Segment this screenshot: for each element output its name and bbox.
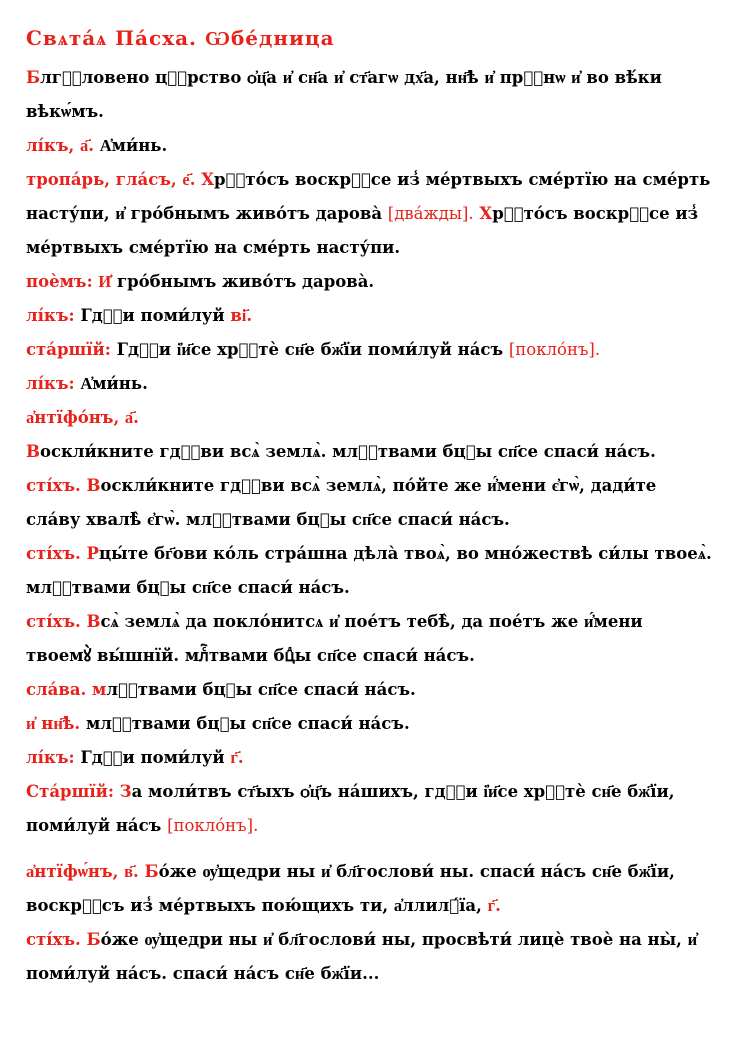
rubric-text: г҃. xyxy=(487,896,501,915)
rubric-text: поѐмъ: xyxy=(26,272,99,291)
rubric-text: тропа́рь, гла́съ, е҃. xyxy=(26,170,202,189)
text-paragraph xyxy=(26,469,712,537)
rubric-text: г҃. xyxy=(230,748,244,767)
text-paragraph xyxy=(26,923,712,991)
rubric-text: Б xyxy=(26,68,41,87)
rubric-text: [покло́нъ]. xyxy=(167,816,259,835)
text-paragraph xyxy=(26,299,712,333)
text-paragraph xyxy=(26,537,712,605)
body-text: сѧ̀ землѧ̀ да покло́нитсѧ и҆ пое́тъ тебѣ̀, да пое́тъ же и҆́мени твоемꙋ̀ вы́шнїй. млⷭ҇твами бцⷣы сп҃се спаси́ на́съ. xyxy=(26,612,643,665)
rubric-text: Б xyxy=(86,930,101,949)
rubric-text: Б xyxy=(144,862,159,881)
body-text: рⷭ҇то́съ воскрⷭ҇се из̾ ме́ртвыхъ сме́ртїю на сме́рть насту́пи, и҆ гро́бнымъ живо́тъ дарова̀ xyxy=(26,170,711,223)
rubric-text: И҆ xyxy=(98,272,112,291)
text-paragraph xyxy=(26,367,712,401)
rubric-text: [два́жды]. xyxy=(387,204,474,223)
rubric-text: Х xyxy=(473,204,493,223)
text-paragraph xyxy=(26,129,712,163)
text-paragraph xyxy=(26,855,712,923)
rubric-text: лі́къ: xyxy=(26,306,81,325)
rubric-text: сті́хъ. xyxy=(26,476,87,495)
body-text: рⷭ҇то́съ воскрⷭ҇се из̾ ме́ртвыхъ сме́ртїю на сме́рть насту́пи. xyxy=(26,204,699,257)
body-text: Гдⷭ҇и поми́луй xyxy=(80,306,231,325)
text-paragraph xyxy=(26,163,712,265)
rubric-text: В xyxy=(86,476,101,495)
text-paragraph xyxy=(26,707,712,741)
rubric-text: а҆нтїфо́нъ, а҃. xyxy=(26,408,139,427)
body-text: млⷭ҇твами бцⷣы сп҃се спаси́ на́съ. xyxy=(85,714,410,733)
rubric-text: ста́ршїй: xyxy=(26,340,117,359)
rubric-text: Р xyxy=(86,544,99,563)
rubric-text: Х xyxy=(201,170,215,189)
document-title: Свѧта́ѧ Па́сха. Ѡбе́дница xyxy=(26,26,335,50)
text-paragraph xyxy=(26,61,712,129)
body-text: а моли́твъ ст҃ыхъ ѻ҆ц҃ъ на́шихъ, гдⷭ҇и і҆и҃се хрⷭ҇тѐ сн҃е бж҃їи, поми́луй на́съ xyxy=(26,782,675,835)
rubric-text: сті́хъ. xyxy=(26,930,87,949)
rubric-text: а҆нтїфѡ́нъ, в҃. xyxy=(26,862,145,881)
rubric-text: сті́хъ. xyxy=(26,612,87,631)
rubric-text: лі́къ: xyxy=(26,748,81,767)
text-paragraph xyxy=(26,673,712,707)
body-text: лгⷭ҇ловено цⷭ҇рство ѻ҆ц҃а и҆ сн҃а и҆ ст҃агѡ дх҃а, нн҃ѣ и҆ прⷭ҇нѡ и҆ во вѣ́ки вѣкѡ́мъ. xyxy=(26,68,662,121)
body-text: оскли́кните гдⷭ҇ви всѧ̀ землѧ̀, по́йте же и҆́мени є҆гѡ̀, дади́те сла́ву хвалѣ̀ є҆гѡ̀. млⷭ҇твами бцⷣы сп҃се спаси́ на́съ. xyxy=(26,476,657,529)
rubric-text: [покло́нъ]. xyxy=(508,340,601,359)
rubric-text: Ста́ршїй: xyxy=(26,782,120,801)
body-text: лⷭ҇твами бцⷣы сп҃се спаси́ на́съ. xyxy=(106,680,416,699)
liturgy-text xyxy=(26,61,712,991)
text-paragraph xyxy=(26,401,712,435)
rubric-text: З xyxy=(119,782,132,801)
body-text: А҆ми́нь. xyxy=(93,136,168,155)
rubric-text: В xyxy=(26,442,40,461)
body-text: Гдⷭ҇и поми́луй xyxy=(80,748,231,767)
rubric-text: лі́къ: xyxy=(26,374,81,393)
text-paragraph xyxy=(26,605,712,673)
rubric-text: В xyxy=(86,612,101,631)
rubric-text: ві҃. xyxy=(230,306,253,325)
text-paragraph xyxy=(26,435,712,469)
body-text: Гдⷭ҇и і҆и҃се хрⷭ҇тѐ сн҃е бж҃їи поми́луй на́съ xyxy=(116,340,509,359)
body-text: гро́бнымъ живо́тъ дарова̀. xyxy=(111,272,375,291)
rubric-text: лі́къ, а҃. xyxy=(26,136,94,155)
text-paragraph xyxy=(26,741,712,775)
rubric-text: сла́ва. м xyxy=(26,680,107,699)
text-paragraph xyxy=(26,333,712,367)
body-text: о́же ѹ҆щедри ны и҆ бл҃гослови́ ны, просвѣти́ лицѐ твоѐ на ны̀, и҆ поми́луй на́съ. спаси́ на́съ сн҃е бж҃їи... xyxy=(26,930,698,983)
text-paragraph xyxy=(26,775,712,843)
rubric-text: сті́хъ. xyxy=(26,544,87,563)
body-text: оскли́кните гдⷭ҇ви всѧ̀ землѧ̀. млⷭ҇твами бцⷣы сп҃се спаси́ на́съ. xyxy=(39,442,656,461)
text-paragraph xyxy=(26,265,712,299)
rubric-text: и҆ нн҃ѣ. xyxy=(26,714,86,733)
body-text: А҆ми́нь. xyxy=(80,374,148,393)
body-text: цы́те бг҃ови ко́ль стра́шна дѣла̀ твоѧ̀, во мно́жествѣ си́лы твоеѧ̀. млⷭ҇твами бцⷣы сп҃се спаси́ на́съ. xyxy=(26,544,712,597)
body-text: о́же ѹ҆щедри ны и҆ бл҃гослови́ ны. спаси́ на́съ сн҃е бж҃їи, воскрⷭ҇съ из̾ ме́ртвыхъ пою́щихъ ти, а҆ллилꙋ́їа, xyxy=(26,862,675,915)
